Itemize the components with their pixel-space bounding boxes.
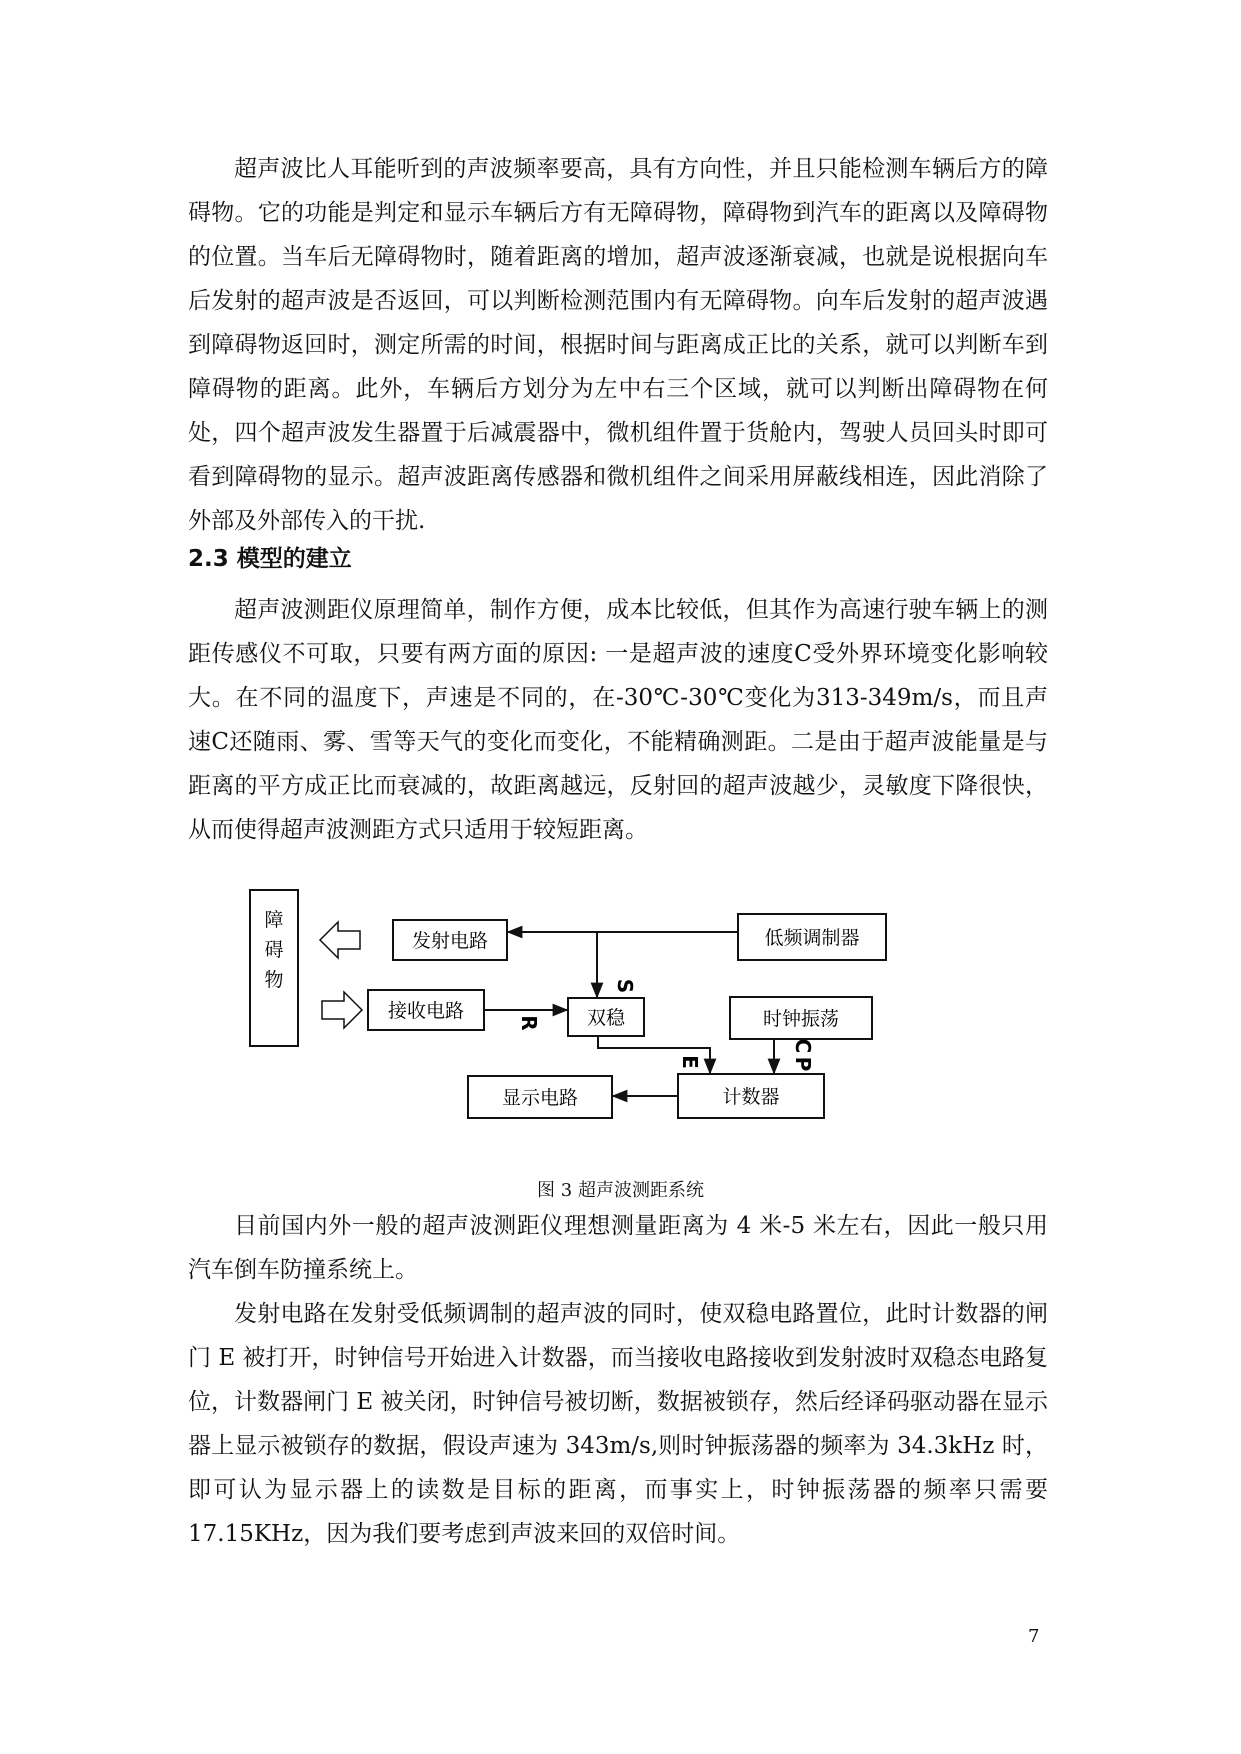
obstacle-char-2: 碍 [264,939,284,961]
paragraph-3: 目前国内外一般的超声波测距仪理想测量距离为 4 米-5 米左右，因此一般只用汽车倒车防撞系统上。 [188,1213,1048,1283]
clock-oscillator-label: 时钟振荡 [762,1008,840,1030]
label-e: E [678,1055,702,1069]
obstacle-char-1: 障 [264,909,284,931]
label-r: R [517,1015,541,1031]
receive-circuit-label: 接收电路 [387,1000,465,1022]
figure-caption: 图 3 超声波测距系统 [537,1180,704,1201]
label-c: C [791,1038,815,1054]
paragraph-4: 发射电路在发射受低频调制的超声波的同时，使双稳电路置位，此时计数器的闸门 E 被打开，时钟信号开始进入计数器，而当接收电路接收到发射波时双稳态电路复位，计数器闸门 E 被关闭，时钟信号被切断，数据被锁存，然后经译码驱动器在显示器上显示被锁存的数据，假设声速为 343m/s,则时钟振荡器的频率为 34.3kHz 时，即可认为显示器上的读数是目标的距离，而事实上，时钟振荡器的频率只需要 17.15KHz，因为我们要考虑到声波来回的双倍时间。 [188,1301,1048,1547]
flipflop-label: 双稳 [586,1007,626,1029]
page-number: 7 [1028,1626,1040,1647]
hollow-arrow-left-icon [320,922,360,958]
label-p: P [791,1056,815,1072]
paragraph-1: 超声波比人耳能听到的声波频率要高，具有方向性，并且只能检测车辆后方的障碍物。它的功能是判定和显示车辆后方有无障碍物，障碍物到汽车的距离以及障碍物的位置。当车后无障碍物时，随着距离的增加，超声波逐渐衰减，也就是说根据向车后发射的超声波是否返回，可以判断检测范围内有无障碍物。向车后发射的超声波遇到障碍物返回时，测定所需的时间，根据时间与距离成正比的关系，就可以判断车到障碍物的距离。此外，车辆后方划分为左中右三个区域，就可以判断出障碍物在何处，四个超声波发生器置于后减震器中，微机组件置于货舱内，驾驶人员回头时即可看到障碍物的显示。超声波距离传感器和微机组件之间采用屏蔽线相连，因此消除了外部及外部传入的干扰. [188,156,1048,534]
transmit-circuit-label: 发射电路 [411,930,489,952]
paragraph-2: 超声波测距仪原理简单，制作方便，成本比较低，但其作为高速行驶车辆上的测距传感仪不可取，只要有两方面的原因: 一是超声波的速度C受外界环境变化影响较大。在不同的温度下，声速是不同的，在-30℃-30℃变化为313-349m/s，而且声速C还随雨、雾、雪等天气的变化而变化，不能精确测距。二是由于超声波能量是与距离的平方成正比而衰减的，故距离越远，反射回的超声波越少，灵敏度下降很快，从而使得超声波测距方式只适用于较短距离。 [188,597,1048,843]
lowfreq-modulator-label: 低频调制器 [764,927,860,949]
hollow-arrow-right-icon [322,992,362,1028]
display-circuit-label: 显示电路 [501,1087,579,1109]
label-s: S [613,978,637,994]
section-heading: 2.3 模型的建立 [188,546,352,572]
counter-label: 计数器 [722,1086,780,1108]
ultrasonic-ranging-diagram [240,878,1000,1148]
obstacle-char-3: 物 [264,969,284,991]
